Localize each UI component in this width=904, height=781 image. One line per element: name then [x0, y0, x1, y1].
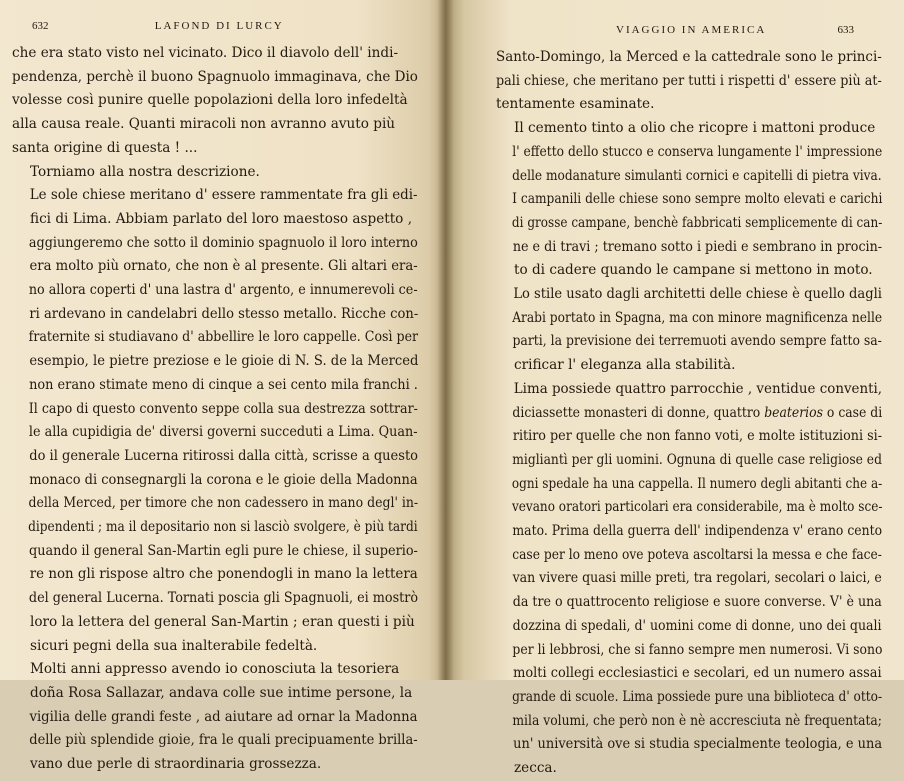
paragraph: [496, 378, 882, 781]
text-line: non erano stimate meno di cinque a sei cento mila franchi .: [29, 376, 418, 393]
text-line: Torniamo alla nostra descrizione.: [30, 163, 260, 180]
text-line: vevano oratori particolari era considerabile, ma è molto sce-: [511, 499, 883, 516]
paragraph: [496, 283, 882, 378]
left-page: [0, 0, 446, 773]
text-line: grande di scuole. Lima possiede pure una biblioteca d' otto-: [512, 688, 883, 705]
text-line: Santo-Domingo, la Merced e la cattedrale sono le princi-: [496, 49, 882, 65]
text-line: tentamente esaminate.: [496, 96, 655, 113]
text-line: del general Lucerna. Tornati poscia gli Spagnuoli, ei mostrò: [28, 590, 419, 607]
text-line: fraternite si studiavano d' abbellire le loro cappelle. Così per: [28, 329, 419, 346]
text-line: l' effetto dello stucco e conserva lungamente l' impressione: [512, 143, 883, 160]
text-line: quando il general San-Martin egli pure le chiese, il superio-: [28, 542, 418, 559]
text-line: santa origine di questa ! ...: [12, 139, 198, 156]
text-line: migliantì per gli uomini. Ognuna di quelle case religiose ed: [512, 451, 882, 468]
text-line: vano due perle di straordinaria grossezza.: [30, 756, 322, 773]
text-line: no allora coperti d' una lastra d' argento, e innumerevoli ce-: [28, 282, 418, 299]
text-line: sicuri pegni della sua inalterabile fedeltà.: [30, 637, 318, 654]
text-line: le alla cupidigia de' diversi governi succeduti a Lima. Quan-: [28, 424, 418, 441]
text-line: fici di Lima. Abbiam parlato del loro maestoso aspetto ,: [30, 210, 413, 227]
paragraph: [12, 658, 418, 777]
text-line: alla causa reale. Quanti miracoli non avranno avuto più: [12, 116, 396, 133]
text-line: delle modanature simulanti cornici e capitelli di pietra viva.: [512, 167, 882, 184]
text-line: monaco di consegnargli la corona e le gioie della Madonna: [29, 471, 418, 488]
text-line: mila volumi, che però non è nè accresciuta nè frequentata;: [512, 712, 882, 729]
text-line: Le sole chiese meritano d' essere rammentate fra gli edi-: [29, 187, 418, 204]
right-page-text: [496, 46, 882, 781]
text-line: dipendenti ; ma il depositario non si lasciò svolgere, è più tardi: [28, 519, 418, 536]
text-line: to di cadere quando le campane si mettono in moto.: [514, 262, 873, 279]
text-line: doña Rosa Sallazar, andava colle sue intime persone, la: [30, 684, 413, 701]
text-line: aggiungeremo che sotto il dominio spagnuolo il loro interno: [28, 234, 418, 251]
text-line: Molti anni appresso avendo io conosciuta la tesoriera: [30, 661, 400, 678]
text-line: Lo stile usato dagli architetti delle chiese è quello dagli: [513, 286, 882, 303]
text-line: pendenza, perchè il buono Spagnuolo immaginava, che Dio: [12, 68, 418, 85]
left-running-head: LAFOND DI LURCY: [154, 20, 284, 32]
text-line: loro la lettera del general San-Martin ; eran questi i più: [30, 613, 415, 630]
paragraph: [12, 42, 418, 161]
text-line: Lima possiede quattro parrocchie , ventidue conventi,: [513, 380, 883, 397]
paragraph: [12, 161, 418, 185]
text-line: volesse così punire quelle popolazioni della loro infedeltà: [12, 92, 408, 109]
text-line: dozzina di spedali, d' uomini come di donne, uno dei quali: [512, 617, 882, 634]
text-line: per li lebbrosi, che si fanno sempre men numerosi. Vi sono: [512, 641, 883, 658]
text-line: ri ardevano in candelabri dello stesso metallo. Ricche con-: [29, 305, 419, 322]
text-line: I campanili delle chiese sono sempre molto elevati e carichi: [512, 191, 883, 208]
paragraph: [12, 184, 418, 658]
text-line: della Merced, per timore che non cadessero in mano degl' in-: [28, 495, 419, 512]
left-page-number: 632: [32, 20, 49, 32]
text-line: diciassette monasteri di donne, quattro beaterios o case di: [512, 404, 883, 421]
paragraph: [496, 117, 882, 283]
right-running-head: VIAGGIO IN AMERICA: [616, 24, 767, 36]
right-page-header: [496, 24, 882, 36]
text-line: che era stato visto nel vicinato. Dico il diavolo dell' indi-: [12, 45, 399, 61]
right-page-number: 633: [837, 24, 854, 36]
text-line: ogni spedale ha una cappella. Il numero degli abitanti che a-: [511, 475, 883, 492]
text-line: da tre o quattrocento religiose e suore converse. V' è una: [512, 594, 882, 611]
text-line: do il generale Lucerna ritirossi dalla città, scrisse a questo: [29, 447, 419, 464]
text-line: Il capo di questo convento seppe colla sua destrezza sottrar-: [28, 400, 418, 417]
text-line: re non gli rispose altro che ponendogli in mano la lettera: [29, 566, 418, 583]
text-line: era molto più ornato, che non è al presente. Gli altari era-: [29, 258, 418, 275]
text-line: zecca.: [514, 760, 557, 777]
text-line: ritiro per quelle che non fanno voti, e molte istituzioni si-: [512, 428, 883, 445]
text-line: parti, la previsione dei terremuoti avendo sempre fatto sa-: [512, 333, 882, 350]
paragraph: [496, 46, 882, 117]
left-page-text: [12, 42, 418, 777]
text-line: mato. Prima della guerra dell' indipendenza v' erano cento: [512, 523, 883, 540]
text-line: pali chiese, che meritano per tutti i rispetti d' essere più at-: [496, 72, 882, 89]
text-line: delle più splendide gioie, fra le quali precipuamente brilla-: [29, 732, 418, 749]
text-line: molti collegi ecclesiastici e secolari, ed un numero assai: [513, 665, 882, 682]
text-line: crificar l' eleganza alla stabilità.: [514, 357, 736, 374]
book-gutter: [438, 0, 454, 680]
text-line: un' università ove si studia specialmente teologia, e una: [513, 736, 883, 753]
text-line: di grosse campane, benchè fabbricati semplicemente di can-: [511, 214, 883, 231]
text-line: Arabi portato in Spagna, ma con minore magnificenza nelle: [512, 309, 883, 326]
text-line: van vivere quasi mille preti, tra regolari, secolari o laici, e: [512, 570, 882, 587]
right-page: [446, 0, 904, 777]
text-line: vigilia delle grandi feste , ad aiutare ad ornar la Madonna: [29, 708, 418, 725]
text-line: case per lo meno ove poteva ascoltarsi la messa e che face-: [512, 546, 882, 563]
text-line: esempio, le pietre preziose e le gioie di N. S. de la Merced: [29, 353, 419, 370]
text-line: ne e di travi ; tremano sotto i piedi e sembrano in procin-: [512, 238, 883, 255]
left-page-header: [12, 20, 418, 32]
text-line: Il cemento tinto a olio che ricopre i mattoni produce: [514, 120, 876, 137]
